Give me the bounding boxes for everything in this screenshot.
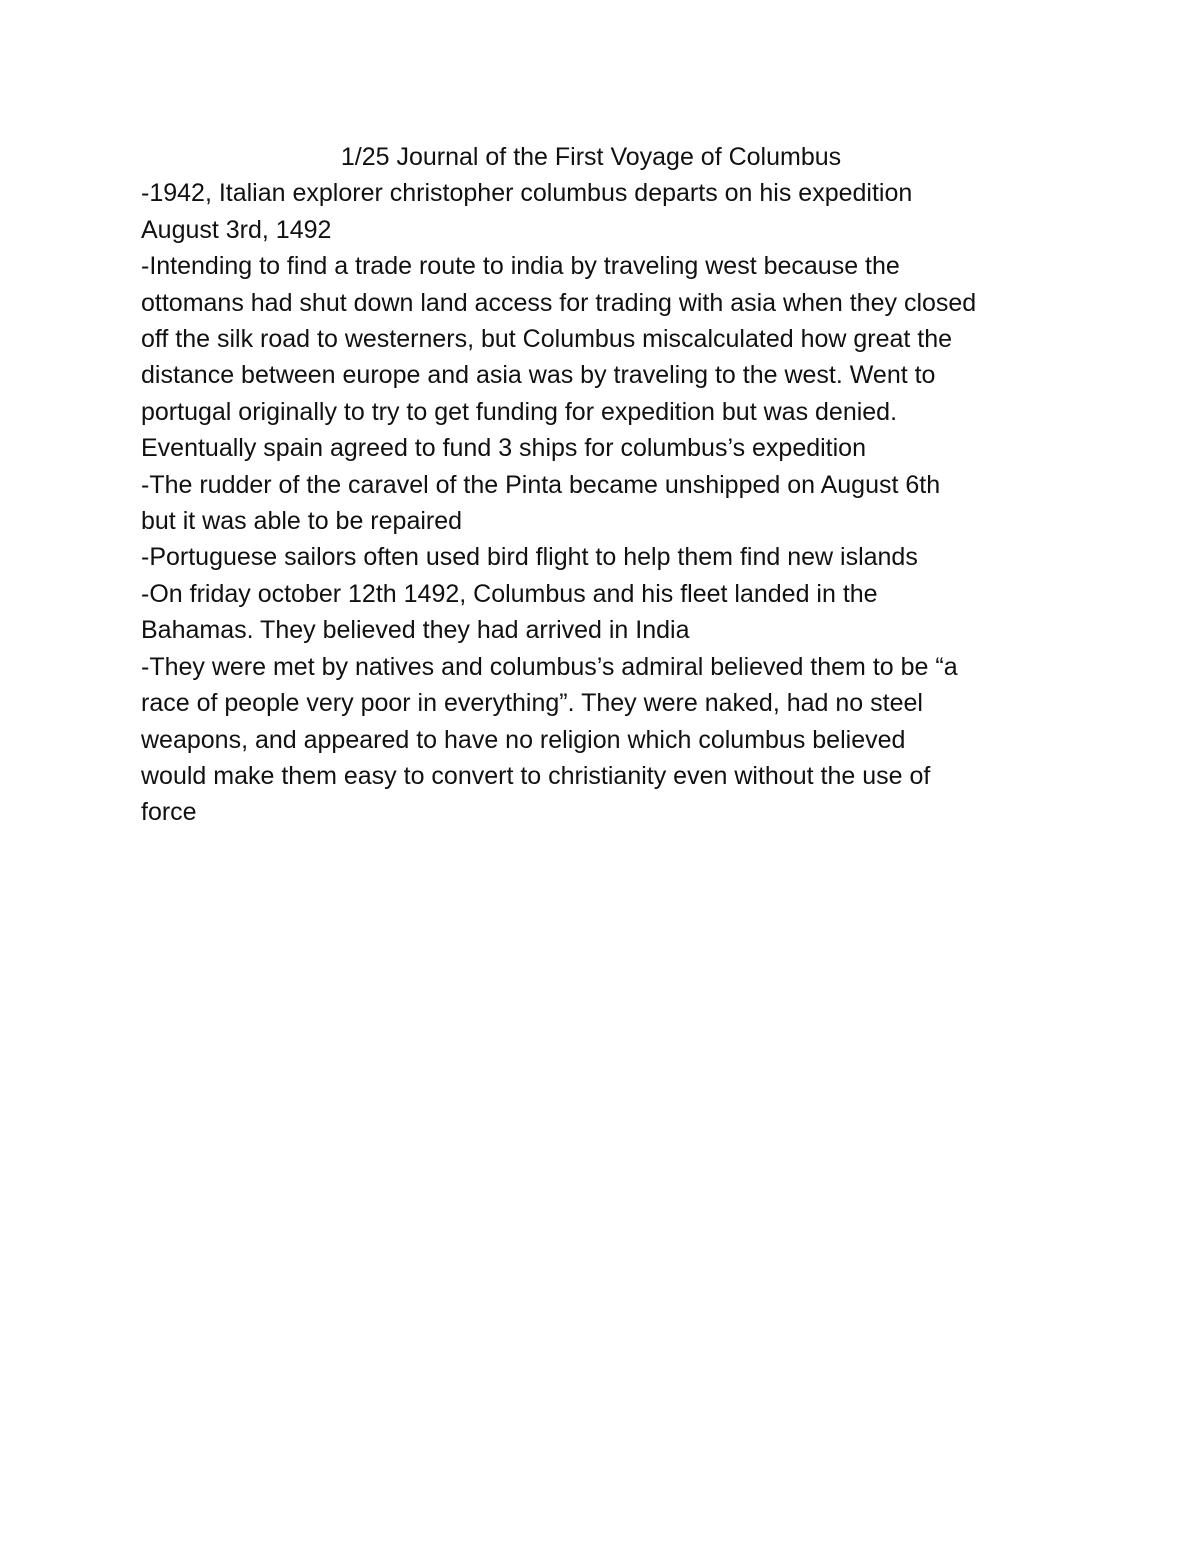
text-line: off the silk road to westerners, but Columbus miscalculated how great the <box>141 325 953 354</box>
text-line: distance between europe and asia was by traveling to the west. Went to <box>141 361 936 390</box>
text-line: race of people very poor in everything”. They were naked, had no steel <box>141 689 923 718</box>
text-line: Bahamas. They believed they had arrived in India <box>141 616 690 645</box>
text-line: ottomans had shut down land access for trading with asia when they closed <box>141 288 977 317</box>
text-line: -Intending to find a trade route to india by traveling west because the <box>141 252 900 281</box>
text-line: weapons, and appeared to have no religion which columbus believed <box>141 725 906 754</box>
text-line: -They were met by natives and columbus’s admiral believed them to be “a <box>141 652 958 681</box>
text-line: Eventually spain agreed to fund 3 ships for columbus’s expedition <box>141 434 866 463</box>
text-line: force <box>141 798 197 827</box>
text-line: -The rudder of the caravel of the Pinta became unshipped on August 6th <box>141 470 941 499</box>
document-title: 1/25 Journal of the First Voyage of Columbus <box>340 143 842 171</box>
text-line: August 3rd, 1492 <box>141 215 332 244</box>
text-line: -1942, Italian explorer christopher columbus departs on his expedition <box>141 179 913 208</box>
document-body <box>141 139 1071 831</box>
text-line: but it was able to be repaired <box>141 507 463 536</box>
text-line: -On friday october 12th 1492, Columbus and his fleet landed in the <box>141 579 878 608</box>
text-line: would make them easy to convert to christianity even without the use of <box>141 761 931 790</box>
text-line: portugal originally to try to get funding for expedition but was denied. <box>141 397 898 426</box>
text-line: -Portuguese sailors often used bird flight to help them find new islands <box>141 543 918 572</box>
